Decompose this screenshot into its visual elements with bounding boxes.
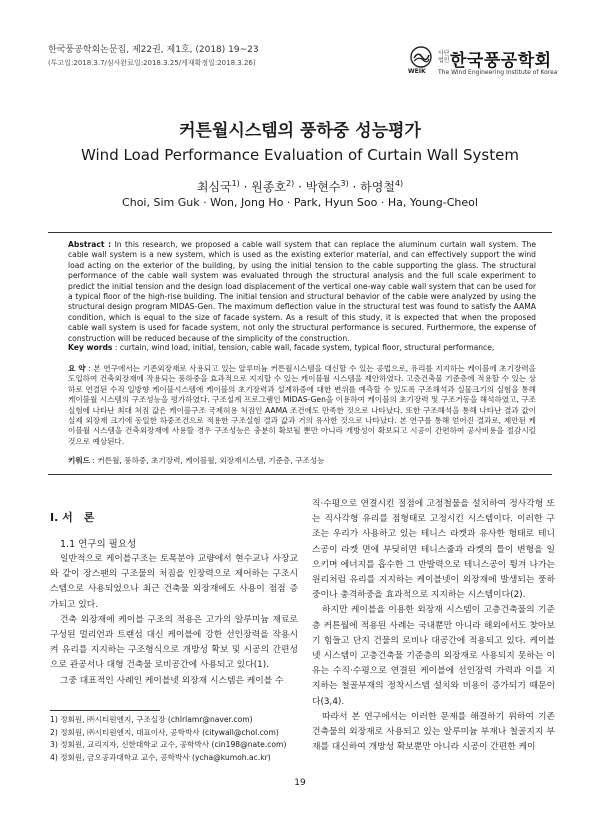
author-3-mark: 3) xyxy=(340,179,349,188)
page-number: 19 xyxy=(294,778,306,788)
author-1: 최심국 xyxy=(196,180,232,194)
logo-mark-text: WEIK xyxy=(408,68,426,75)
author-separator: · xyxy=(294,180,306,194)
paper-title-english: Wind Load Performance Evaluation of Curtain Wall System xyxy=(81,146,519,164)
keywords-text: : curtain, wind load, initial, tension, cable wall, facade system, typical floor, structural performance, xyxy=(112,343,495,352)
authors-english: Choi, Sim Guk · Won, Jong Ho · Park, Hyun Soo · Ha, Young-Cheol xyxy=(122,196,478,209)
abstract-korean xyxy=(68,364,536,447)
keywords-ko-text: : 커튼월, 풍하중, 초기장력, 케이블월, 외장재시스템, 기준층, 구조성능 xyxy=(90,456,325,465)
author-4-mark: 4) xyxy=(394,179,404,188)
paragraph: 건축 외장재에 케이블 구조의 적용은 고가의 알루미늄 재료로 구성된 멀리언과 트랜섬 대신 케이블에 강한 선인장력을 작용시켜 유리를 지지하는 구조형식으로 개방성 확보 및 시공의 간편성으로 관공서나 대형 건축물 로비공간에 사용되고 있다(1). xyxy=(50,614,298,671)
paragraph: 하지만 케이블을 이용한 외장재 시스템이 고층건축물의 기준층 커튼월에 적용된 사례는 국내뿐만 아니라 해외에서도 찾아보기 힘들고 단지 건물의 로비나 대공간에 적용되고 있다. 케이블넷 시스템이 고층건축물 기준층의 외장재로 사용되지 못하는 이유는 수직·수평으로 연결된 케이블에 선인장력 가력과 이를 지지하는 철골부재의 정착시스템 설치와 비용이 증가되기 때문이다(3,4). xyxy=(312,605,555,707)
submission-dates: (투고일:2018.3.7/심사완료일:2018.3.25/게재확정일:2018.3.26) xyxy=(48,59,256,67)
weik-emblem-icon xyxy=(410,46,432,68)
keywords-ko-label: 키워드 xyxy=(68,456,91,465)
footnote-rule xyxy=(50,710,160,711)
abstract-text: In this research, we proposed a cable wall system that can replace the aluminum curtain wall system. The cable wall system is a new system, which is used as the existing exterior material, and can effectively support the wind load acting on the exterior of the building, by using the initial tension to the cable supporting the glass. The structural performance of the cable wall system was evaluated through the structural analysis and the full scale experiment to predict the initial tension and the design load displacement of the vertical one-way cable wall system that can be used for a typical floor of the high-rise building. The initial tension and structural behavior of the cable were analyzed by using the structural design program MIDAS-Gen. The maximum deflection value in the structural test was found to satisfy the AAMA condition, which is equal to the size of facade system. As a result of this study, it is expected that when the proposed cable wall system is used for facade system, not only the structural performance is secured. Furthermore, the expense of construction will be reduced because of the simplicity of the construction. xyxy=(68,240,536,343)
society-logo xyxy=(410,42,560,82)
logo-name-english: The Wind Engineering Institute of Korea xyxy=(438,69,558,76)
author-4: 하영철 xyxy=(360,180,395,194)
footnotes xyxy=(50,714,300,764)
abstract-english xyxy=(68,240,536,344)
logo-small-text: 사단 법인 xyxy=(438,50,450,64)
paper-title-korean: 커튼월시스템의 풍하중 성능평가 xyxy=(179,121,421,141)
keywords-english xyxy=(68,343,536,353)
keywords-label: Key words xyxy=(68,343,113,352)
paragraph: 일반적으로 케이블구조는 토목분야 교량에서 현수교나 사장교와 같이 장스팬의 구조물의 처짐을 인장력으로 제어하는 구조시스템으로 사용되었으나 최근 건축물 외장재에도 사용이 점점 증가되고 있다. xyxy=(50,554,298,610)
author-2: 원종호 xyxy=(251,180,287,194)
abstract-ko-text: : 본 연구에서는 기존외장재로 사용되고 있는 알루미늄 커튼월시스템을 대신할 수 있는 공법으로, 유리를 지지하는 케이블에 초기장력을 도입하여 건축외장재에 작용되는 풍하중을 효과적으로 지지할 수 있는 케이블월 시스템을 제안하였다. 고층건축물 기준층에 적용할 수 있는 상하로 연결된 수직 일방향 케이블시스템에 케이블의 초기장력과 설계하중에 대한 변위를 예측할 수 있도록 구조해석과 실물크기의 실험을 통해 케이블월 시스템의 구조성능을 평가하였다. 구조설계 프로그램인 MIDAS-Gen을 이용하여 케이블의 초기장력 및 구조거동을 해석하였고, 구조실험에 나타난 최대 처짐 값은 케이블구조 국제허용 처짐인 AAMA 조건에도 만족한 것으로 나타났다. 또한 구조해석을 통해 나타난 결과 값이 실제 외장재 크기에 동일한 하중조건으로 적용한 구조실험 결과 값과 거의 유사한 것으로 나타났다. 본 연구를 통해 얻어진 결과로, 제안된 케이블월 시스템을 건축외장재에 사용할 경우 구조성능은 충분히 확보될 뿐만 아니라 개방성이 확보되고 시공이 간편하여 공사비용을 절감시킬 것으로 예상된다. xyxy=(68,364,536,446)
body-left-column xyxy=(50,552,298,689)
author-3: 박현수 xyxy=(305,180,341,194)
body-right-column xyxy=(312,497,555,755)
footnote: 4) 정회원, 금오공과대학교 교수, 공학박사 (ycha@kumoh.ac.kr) xyxy=(50,752,271,762)
footnote: 3) 정회원, 교리지자, 신한대학교 교수, 공학박사 (cin198@nate.com) xyxy=(50,740,287,750)
section-heading-introduction: I. 서 론 xyxy=(50,511,95,524)
abstract-top-rule xyxy=(48,232,552,233)
subsection-heading: 1.1 연구의 필요성 xyxy=(60,539,137,550)
paragraph: 따라서 본 연구에서는 이러한 문제를 해결하기 위하여 기존 건축물의 외장재로 사용되고 있는 알루미늄 부재나 철골지지 부재를 대신하여 개방성 확보뿐만 아니라 시공이 간편한 케이 xyxy=(312,711,555,753)
abstract-bottom-rule xyxy=(48,474,552,475)
logo-name-korean: 한국풍공학회 xyxy=(450,51,552,71)
author-1-mark: 1) xyxy=(231,179,240,188)
author-separator: · xyxy=(348,180,361,194)
author-2-mark: 2) xyxy=(286,179,295,188)
journal-citation: 한국풍공학회논문집, 제22권, 제1호, (2018) 19~23 xyxy=(48,45,259,55)
author-separator: · xyxy=(239,180,252,194)
paragraph: 그중 대표적인 사례인 케이블넷 외장재 시스템은 케이블 수 xyxy=(60,675,284,686)
keywords-korean xyxy=(68,456,536,466)
paragraph: 직·수평으로 연결시킨 절점에 고정철물을 설치하여 정사각형 또는 직사각형 유리를 점형태로 고정시킨 시스템이다. 이러한 구조는 우리가 사용하고 있는 테니스 라켓과 유사한 형태로 테니스공이 라켓 면에 부딪히면 테니스줄과 라켓의 틀이 변형을 일으키며 에너지를 흡수한 그 반발력으로 테니스공이 튕겨 나가는 원리처럼 유리를 지지하는 케이블넷이 외장재에 발생되는 풍하중이나 충격하중을 효과적으로 지지하는 시스템이다(2). xyxy=(312,499,555,601)
footnote: 2) 정회원, ㈜시티원엔지, 대표이사, 공학박사 (citywall@chol.com) xyxy=(50,727,279,737)
footnote: 1) 정회원, ㈜시티원엔지, 구조실장 (chlrlamr@naver.com) xyxy=(50,715,253,724)
abstract-ko-label: 요 약 xyxy=(68,364,86,373)
authors-korean xyxy=(0,178,600,195)
journal-header xyxy=(48,44,259,70)
abstract-label: Abstract : xyxy=(68,240,112,249)
